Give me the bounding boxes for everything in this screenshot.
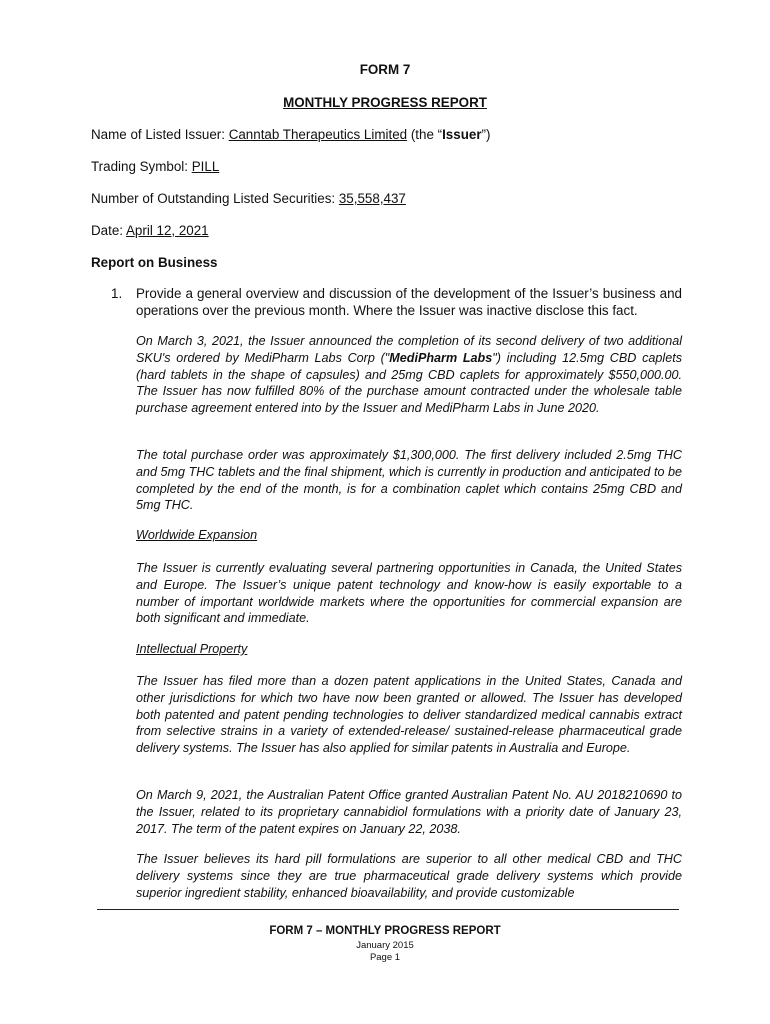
securities-value: 35,558,437 <box>338 191 406 206</box>
footer-page-number: Page 1 <box>369 952 401 963</box>
paragraph-australian-patent: On March 9, 2021, the Australian Patent Office granted Australian Patent No. AU 2018210690 to the Issuer, related to its proprietary cannabidiol formulations with a priority date of January 23, 2017. The term of the patent expires on January 22, 2038. <box>136 788 682 836</box>
issuer-suffix-pre: (the “ <box>407 127 443 142</box>
paragraph-medipharm <box>136 333 682 417</box>
issuer-value: Canntab Therapeutics Limited <box>228 127 408 142</box>
trading-symbol-field <box>91 159 219 175</box>
p1-defined-term: MediPharm Labs <box>389 350 493 365</box>
item-number: 1. <box>111 286 123 301</box>
report-title: MONTHLY PROGRESS REPORT <box>283 95 487 110</box>
footer-divider <box>97 909 679 910</box>
issuer-suffix-post: ”) <box>481 127 491 142</box>
symbol-value: PILL <box>191 159 220 174</box>
paragraph-purchase-order: The total purchase order was approximately $1,300,000. The first delivery included 2.5mg THC and 5mg THC tablets and the final shipment, which is currently in production and anticipated to be completed by the end of the month, is for a combination caplet which contains 25mg CBD and 5mg THC. <box>136 448 682 513</box>
paragraph-pill-formulations: The Issuer believes its hard pill formulations are superior to all other medical CBD and THC delivery systems since they are true pharmaceutical grade delivery systems which provide superior ingredient stability, enhanced bioavailability, and provide customizable <box>136 852 682 900</box>
p1-text-a: On March 3, 2021, the Issuer announced the completion of its second delivery of two additional SKU's ordered by MediPharm Labs Corp (" <box>136 334 682 365</box>
securities-field <box>91 191 406 207</box>
paragraph-expansion: The Issuer is currently evaluating several partnering opportunities in Canada, the United States and Europe. The Issuer’s unique patent technology and know-how is easily exportable to a number of important worldwide markets where the opportunities for commercial expansion are both significant and immediate. <box>136 561 682 626</box>
p1-text-b: ") including 12.5mg CBD caplets (hard tablets in the shape of capsules) and 25mg CBD caplets for approximately $550,000.00. The Issuer has now fulfilled 80% of the purchase amount contracted under the wholesale table purchase agreement entered into by the Issuer and MediPharm Labs in June 2020. <box>136 350 682 416</box>
item-text: Provide a general overview and discussion of the development of the Issuer’s business and operations over the previous month. Where the Issuer was inactive disclose this fact. <box>136 286 682 318</box>
date-field <box>91 223 209 239</box>
issuer-name-field <box>91 127 490 143</box>
form-title: FORM 7 <box>359 62 411 77</box>
date-value: April 12, 2021 <box>126 223 209 238</box>
footer-date: January 2015 <box>356 940 414 951</box>
securities-label: Number of Outstanding Listed Securities: <box>91 191 339 206</box>
subheading-intellectual-property: Intellectual Property <box>136 642 248 656</box>
issuer-label: Name of Listed Issuer: <box>91 127 229 142</box>
subheading-worldwide-expansion: Worldwide Expansion <box>136 528 258 542</box>
section-heading: Report on Business <box>91 255 218 270</box>
date-label: Date: <box>91 223 126 238</box>
symbol-label: Trading Symbol: <box>91 159 192 174</box>
footer-title: FORM 7 – MONTHLY PROGRESS REPORT <box>269 925 501 937</box>
paragraph-patents: The Issuer has filed more than a dozen patent applications in the United States, Canada and other jurisdictions for which two have now been granted or allowed. The Issuer has developed both patented and patent pending technologies to deliver standardized medical cannabis extract from selective strains in a variety of extended-release/ sustained-release pharmaceutical grade delivery systems. The Issuer has also applied for similar patents in Australia and Europe. <box>136 674 682 756</box>
issuer-defined-term: Issuer <box>442 127 482 142</box>
